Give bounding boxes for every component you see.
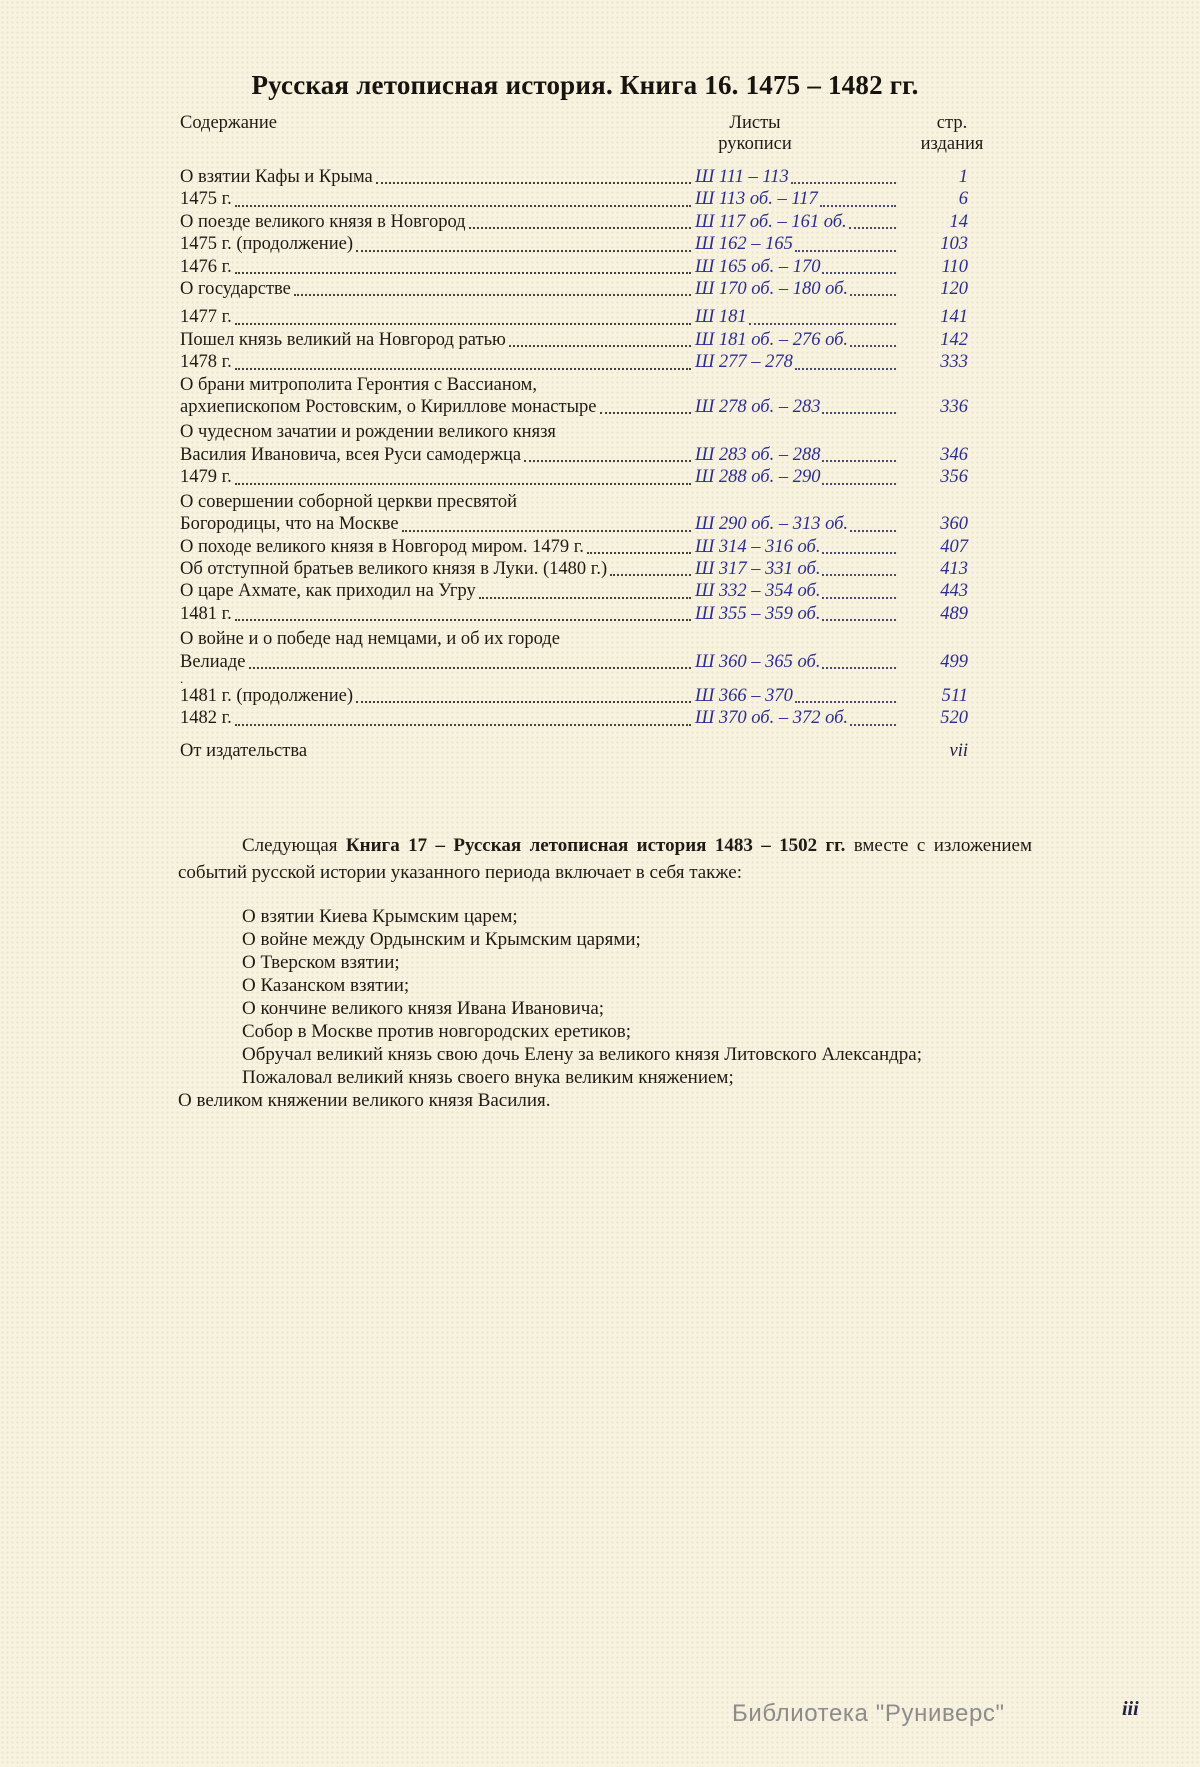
toc-entry-label: Велиаде [180,651,246,672]
toc-entry-label: О брани митрополита Геронтия с Вассианом, [180,374,537,395]
toc-row [180,233,968,255]
manuscript-sheets-cell [695,329,900,351]
edition-page-number: 360 [940,514,968,535]
announcement-items [178,905,1032,1089]
edition-page-number: 1 [958,167,968,187]
announcement-book-title: Книга 17 – Русская летописная история 1483 – 1502 гг. [345,835,846,857]
toc-entry-label: архиепископом Ростовским, о Кириллове монастыре [180,397,597,418]
toc-row [180,396,968,418]
manuscript-sheets-ref: Ш 355 – 359 об. [695,603,821,624]
edition-page-number: vii [949,740,968,761]
toc-row [180,580,968,602]
dot-leader [235,483,691,485]
announcement-item: О взятии Киева Крымским царем; [242,906,518,928]
manuscript-sheets-ref: Ш 370 об. – 372 об. [695,708,849,729]
manuscript-sheets-ref: Ш 288 об. – 290 [695,467,821,488]
manuscript-sheets-cell [695,466,900,488]
toc-header-row [180,113,984,159]
toc-entry-label: От издательства [180,740,308,761]
dot-leader [235,323,691,325]
dot-leader [235,205,691,207]
edition-page-number: 120 [940,279,968,300]
toc-entry-label: О чудесном зачатии и рождении великого князя [180,422,556,443]
toc-header-sheets-line1: Листы [729,113,781,133]
toc-entry-label: О войне и о победе над немцами, и об их городе [180,629,560,650]
dot-leader [850,530,896,532]
manuscript-sheets-cell [695,558,900,580]
announcement-tail: вместе с изложением событий русской истории указанного периода включает в себя также: [178,835,1032,884]
manuscript-sheets-cell [695,396,900,418]
dot-leader [822,483,896,485]
toc-entry-label: 1475 г. [180,189,232,210]
manuscript-sheets-cell [695,188,900,210]
announcement-item: Пожаловал великий князь своего внука великим княжением; [242,1067,734,1089]
manuscript-sheets-cell [695,707,900,729]
toc-entry-label: Богородицы, что на Москве [180,514,399,535]
toc-header-sheets-line2: рукописи [718,134,792,154]
dot-leader [849,227,896,229]
toc-row [180,444,968,466]
manuscript-sheets-cell [695,603,900,625]
announcement-item: Собор в Москве против новгородских еретиков; [242,1021,632,1043]
dot-leader [235,724,691,726]
toc-row [180,685,968,707]
toc-entry-label: 1479 г. [180,467,232,488]
toc-row [180,628,968,650]
toc-entry-label: 1476 г. [180,256,232,277]
toc-entry-label: . [180,670,184,686]
edition-page-number: 142 [940,329,968,350]
edition-page-number: 14 [949,211,968,232]
manuscript-sheets-ref: Ш 283 об. – 288 [695,444,821,465]
announcement-item: О кончине великого князя Ивана Ивановича; [242,998,605,1020]
dot-leader [600,412,692,414]
manuscript-sheets-ref: Ш 162 – 165 [695,234,793,255]
page-title: Русская летописная история. Книга 16. 1475 – 1482 гг. [251,70,919,100]
edition-page-number: 511 [941,685,968,706]
dot-leader [469,227,691,229]
edition-page-number: 499 [940,651,968,672]
manuscript-sheets-cell [695,166,900,188]
edition-page-number: 407 [940,536,968,557]
manuscript-sheets-ref: Ш 278 об. – 283 [695,397,821,418]
toc-row [180,374,968,396]
manuscript-sheets-ref: Ш 317 – 331 об. [695,558,821,579]
edition-page-number: 443 [940,581,968,602]
toc-header-contents: Содержание [180,113,277,133]
manuscript-sheets-cell [695,351,900,373]
dot-leader [822,552,896,554]
dot-leader [294,294,691,296]
toc-row [180,278,968,300]
toc-header-page [892,113,1012,155]
toc-row [180,491,968,513]
dot-leader [749,323,896,325]
toc-row [180,351,968,373]
edition-page-number: 110 [941,256,968,277]
table-of-contents [180,113,984,762]
manuscript-sheets-cell [695,256,900,278]
manuscript-sheets-cell [695,211,900,233]
manuscript-sheets-cell [695,278,900,300]
edition-page-number: 356 [940,467,968,488]
toc-row [180,707,968,729]
dot-leader [850,294,896,296]
toc-row [180,188,968,210]
toc-entry-label: Пошел князь великий на Новгород ратью [180,329,506,350]
manuscript-sheets-cell [695,685,900,707]
toc-row [180,166,968,188]
dot-leader [610,574,691,576]
dot-leader [524,460,691,462]
runiverse-watermark: Библиотека "Руниверс" [732,1700,1005,1727]
announcement-closing-line: О великом княжении великого князя Василия. [178,1090,551,1112]
next-book-announcement [178,832,1032,1112]
dot-leader [479,597,691,599]
dot-leader [820,205,896,207]
edition-page-number: 333 [940,352,968,373]
edition-page-number: 520 [940,708,968,729]
dot-leader [249,667,691,669]
dot-leader [356,250,691,252]
toc-row [180,558,968,580]
dot-leader [509,345,691,347]
dot-leader [822,574,896,576]
toc-entry-label: О государстве [180,279,291,300]
toc-row [180,670,968,686]
scanned-page [0,70,1200,1767]
announcement-item: О Казанском взятии; [242,975,410,997]
toc-entry-label: О походе великого князя в Новгород миром. 1479 г. [180,536,584,557]
toc-row [180,603,968,625]
dot-leader [356,701,691,703]
toc-entry-label: 1477 г. [180,307,232,328]
dot-leader [791,182,896,184]
toc-header-page-line2: издания [920,134,984,154]
announcement-item: О войне между Ордынским и Крымским царями; [242,929,641,951]
manuscript-sheets-ref: Ш 314 – 316 об. [695,536,821,557]
toc-entry-label: О совершении соборной церкви пресвятой [180,491,518,512]
edition-page-number: 489 [940,603,968,624]
manuscript-sheets-cell [695,513,900,535]
dot-leader [402,530,691,532]
announcement-item: О Тверском взятии; [242,952,400,974]
toc-row [180,651,968,673]
manuscript-sheets-ref: Ш 113 об. – 117 [695,189,818,210]
manuscript-sheets-cell [695,536,900,558]
manuscript-sheets-ref: Ш 117 об. – 161 об. [695,211,847,232]
dot-leader [235,272,691,274]
dot-leader [822,619,896,621]
manuscript-sheets-ref: Ш 332 – 354 об. [695,581,821,602]
toc-entry-label: Об отступной братьев великого князя в Луки. (1480 г.) [180,558,608,579]
manuscript-sheets-cell [695,233,900,255]
dot-leader [850,345,896,347]
manuscript-sheets-cell [695,651,900,673]
dot-leader [795,701,896,703]
announcement-paragraph [178,832,1032,886]
folio-page-number: iii [1122,1698,1139,1720]
manuscript-sheets-ref: Ш 277 – 278 [695,352,793,373]
toc-rows [180,166,968,730]
dot-leader [822,667,896,669]
dot-leader [376,182,691,184]
dot-leader [795,368,896,370]
edition-page-number: 346 [940,444,968,465]
toc-header-page-line1: стр. [936,113,968,133]
edition-page-number: 6 [958,189,968,210]
edition-page-number: 141 [940,307,968,328]
dot-leader [795,250,896,252]
toc-row [180,421,968,443]
dot-leader [235,368,691,370]
edition-page-number: 103 [940,234,968,255]
toc-entry-label: 1478 г. [180,352,232,373]
toc-entry-label: 1482 г. [180,708,232,729]
dot-leader [822,412,896,414]
dot-leader [587,552,691,554]
toc-row [180,306,968,328]
dot-leader [822,460,896,462]
toc-row-publisher [180,740,968,762]
toc-header-sheets [675,113,835,155]
dot-leader [850,724,896,726]
toc-row [180,466,968,488]
manuscript-sheets-ref: Ш 111 – 113 [695,167,789,187]
toc-entry-label: О царе Ахмате, как приходил на Угру [180,581,476,602]
toc-entry-label: 1475 г. (продолжение) [180,234,353,255]
announcement-lead: Следующая [242,835,346,857]
toc-row [180,513,968,535]
toc-entry-label: Василия Ивановича, всея Руси самодержца [180,444,522,465]
dot-leader [235,619,691,621]
manuscript-sheets-cell [695,306,900,328]
toc-row [180,536,968,558]
manuscript-sheets-ref: Ш 181 об. – 276 об. [695,329,849,350]
toc-row [180,329,968,351]
manuscript-sheets-cell [695,580,900,602]
announcement-item: Обручал великий князь свою дочь Елену за великого князя Литовского Александра; [242,1044,923,1066]
toc-entry-label: О поезде великого князя в Новгород [180,211,466,232]
toc-row [180,256,968,278]
manuscript-sheets-ref: Ш 290 об. – 313 об. [695,514,849,535]
manuscript-sheets-ref: Ш 181 [695,307,747,328]
manuscript-sheets-ref: Ш 165 об. – 170 [695,256,821,277]
edition-page-number: 413 [940,558,968,579]
manuscript-sheets-ref: Ш 360 – 365 об. [695,651,821,672]
dot-leader [822,597,896,599]
manuscript-sheets-cell [695,444,900,466]
toc-entry-label: О взятии Кафы и Крыма [180,167,373,187]
edition-page-number: 336 [940,397,968,418]
toc-row [180,211,968,233]
manuscript-sheets-ref: Ш 170 об. – 180 об. [695,279,849,300]
toc-entry-label: 1481 г. [180,603,232,624]
toc-entry-label: 1481 г. (продолжение) [180,685,353,706]
dot-leader [822,272,896,274]
manuscript-sheets-ref: Ш 366 – 370 [695,685,793,706]
